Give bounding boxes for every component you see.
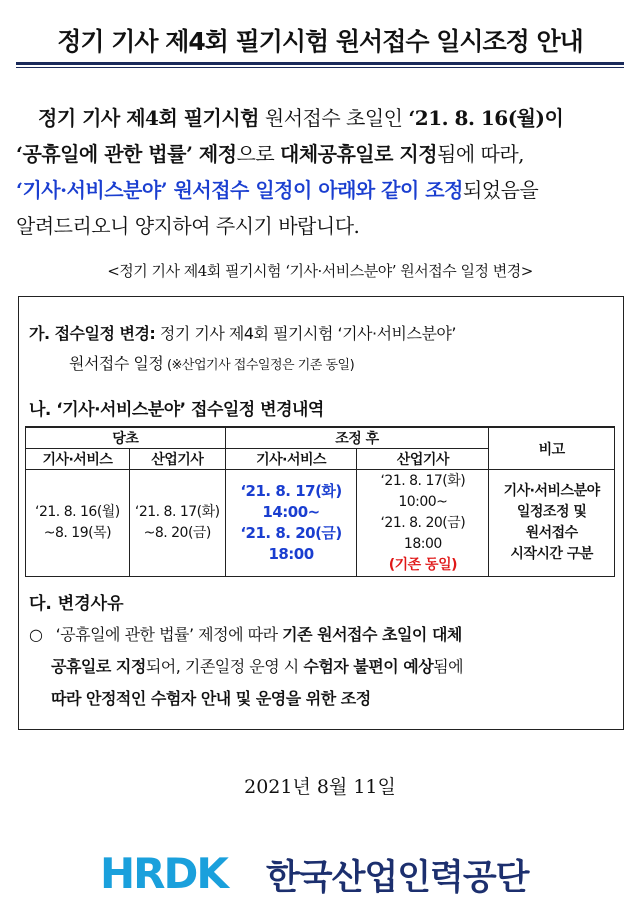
da-text-bold: 따라 안정적인 수험자 안내 및 운영을 위한 조정 bbox=[51, 689, 371, 708]
cell-line: 일정조정 및 bbox=[516, 504, 587, 520]
da-text-bold: 공휴일로 지정 bbox=[51, 657, 146, 676]
cell-line: 18:00 bbox=[268, 545, 314, 563]
intro-text: 됨에 따라, bbox=[437, 142, 525, 166]
header-adjusted: 조정 후 bbox=[225, 427, 489, 449]
da-text: 되어, 기존일정 운영 시 bbox=[145, 657, 304, 676]
logo-name: 한국산업인력공단 bbox=[266, 858, 529, 898]
intro-text: 원서접수 초일인 bbox=[259, 106, 409, 130]
section-ga-note: (※산업기사 접수일정은 기존 동일) bbox=[163, 358, 355, 373]
section-ga-line2: 원서접수 일정 bbox=[69, 354, 164, 373]
cell-line: ~8. 19(목) bbox=[43, 525, 112, 541]
intro-closing: 알려드리오니 양지하여 주시기 바랍니다. bbox=[16, 214, 360, 238]
intro-exam-name: 정기 기사 제4회 필기시험 bbox=[38, 106, 260, 130]
logo-mark-text: HRDK bbox=[100, 850, 227, 894]
schedule-caption: <정기 기사 제4회 필기시험 ‘기사·서비스분야’ 원서접수 일정 변경> bbox=[107, 262, 533, 280]
cell-line: 시작시간 구분 bbox=[510, 546, 593, 562]
section-na-label: 나. ‘기사·서비스분야’ 접수일정 변경내역 bbox=[29, 400, 324, 420]
cell-line: ‘21. 8. 16(월) bbox=[35, 504, 120, 520]
header-orig-gisa-service: 기사·서비스 bbox=[26, 449, 130, 470]
cell-line-unchanged: (기존 동일) bbox=[388, 556, 457, 573]
cell-line: ~8. 20(금) bbox=[143, 525, 211, 541]
da-text: 됨에 bbox=[433, 657, 464, 676]
cell-line: 18:00 bbox=[403, 535, 442, 552]
hrdk-logo bbox=[100, 848, 540, 896]
cell-line: 14:00~ bbox=[262, 503, 320, 521]
table-row bbox=[26, 470, 615, 577]
intro-holiday: 대체공휴일로 지정 bbox=[280, 142, 438, 166]
da-text: ‘공휴일에 관한 법률’ 제정에 따라 bbox=[51, 625, 283, 644]
cell-line: ‘21. 8. 20(금) bbox=[380, 514, 466, 531]
section-ga-text: 정기 기사 제4회 필기시험 ‘기사·서비스분야’ bbox=[155, 324, 456, 343]
da-text-bold: 기존 원서접수 초일이 대체 bbox=[282, 625, 462, 644]
cell-line: ‘21. 8. 17(화) bbox=[134, 504, 220, 520]
cell-remark bbox=[489, 470, 615, 577]
cell-adj-gisa bbox=[225, 470, 357, 577]
section-da-body bbox=[29, 619, 617, 715]
intro-law: ‘공휴일에 관한 법률’ 제정 bbox=[16, 142, 237, 166]
bullet-circle-icon: ○ bbox=[29, 625, 43, 644]
da-text-bold: 수험자 불편이 예상 bbox=[303, 657, 434, 676]
cell-line: 10:00~ bbox=[398, 493, 448, 510]
intro-date: ‘21. 8. 16(월)이 bbox=[408, 106, 564, 130]
title-rule bbox=[16, 62, 624, 65]
hrdk-logo-mark-icon bbox=[100, 850, 258, 894]
cell-line: ‘21. 8. 17(화) bbox=[380, 472, 466, 489]
details-box bbox=[18, 296, 624, 730]
section-ga bbox=[29, 319, 619, 381]
intro-adjustment: ‘기사·서비스분야’ 원서접수 일정이 아래와 같이 조정 bbox=[16, 178, 463, 202]
intro-paragraph bbox=[16, 100, 628, 244]
issue-date: 2021년 8월 11일 bbox=[244, 776, 396, 798]
title-rule-thin bbox=[16, 67, 624, 68]
header-adj-gisa-service: 기사·서비스 bbox=[225, 449, 357, 470]
intro-text: 되었음을 bbox=[462, 178, 539, 202]
cell-orig-gisa bbox=[26, 470, 130, 577]
section-da-label: 다. 변경사유 bbox=[29, 594, 124, 614]
section-ga-label: 가. 접수일정 변경 bbox=[29, 324, 150, 343]
cell-orig-sanup bbox=[129, 470, 225, 577]
section-ga-colon: : bbox=[149, 324, 156, 343]
page-title: 정기 기사 제4회 필기시험 원서접수 일시조정 안내 bbox=[57, 27, 583, 56]
header-adj-sanup: 산업기사 bbox=[357, 449, 489, 470]
header-original: 당초 bbox=[26, 427, 226, 449]
schedule-table bbox=[25, 426, 615, 577]
cell-line: 기사·서비스분야 bbox=[503, 483, 600, 499]
cell-adj-sanup bbox=[357, 470, 489, 577]
intro-text: 으로 bbox=[236, 142, 281, 166]
cell-line: 원서접수 bbox=[525, 525, 578, 541]
header-remark: 비고 bbox=[489, 427, 615, 470]
cell-line: ‘21. 8. 17(화) bbox=[240, 482, 342, 500]
header-orig-sanup: 산업기사 bbox=[129, 449, 225, 470]
cell-line: ‘21. 8. 20(금) bbox=[240, 524, 342, 542]
